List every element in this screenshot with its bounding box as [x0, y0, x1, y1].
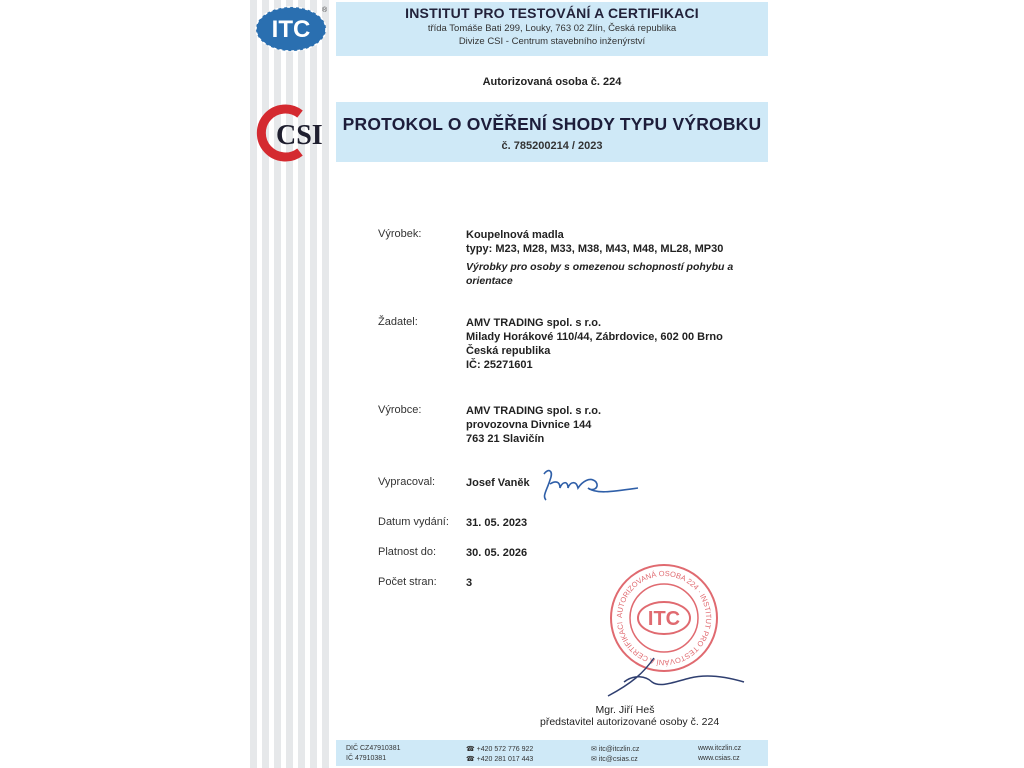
footer-ic: IČ 47910381 [346, 755, 387, 762]
manufacturer-line-1: AMV TRADING spol. s r.o. [466, 405, 602, 417]
protocol-title: PROTOKOL O OVĚŘENÍ SHODY TYPU VÝROBKU [342, 114, 762, 134]
csi-logo-text: CSI [276, 120, 323, 151]
representative-signature [594, 652, 754, 707]
protocol-number: č. 785200214 / 2023 [501, 140, 603, 152]
stamp-ring-text: AUTORIZOVANÁ OSOBA 224 · INSTITUT PRO TESTOVÁNÍ A CERTIFIKACI [614, 568, 714, 668]
applicant-value [466, 316, 723, 372]
manufacturer-label: Výrobce: [378, 404, 422, 416]
itc-logo [254, 4, 328, 59]
institute-address: třída Tomáše Bati 299, Louky, 763 02 Zlín, Česká republika [427, 23, 677, 34]
stamp-center-text: ITC [647, 608, 681, 630]
pages-value: 3 [466, 577, 473, 589]
product-types: typy: M23, M28, M33, M38, M43, M48, ML28, MP30 [466, 243, 724, 255]
issued-value: 31. 05. 2023 [466, 517, 528, 529]
applicant-line-4: IČ: 25271601 [466, 359, 533, 371]
footer-phone-2: ☎ +420 281 017 443 [466, 756, 534, 763]
issued-label: Datum vydání: [378, 516, 449, 528]
certificate-page [250, 0, 770, 768]
prepared-value: Josef Vaněk [466, 477, 530, 489]
itc-logo-text: ITC [271, 16, 311, 43]
svg-text:®: ® [322, 7, 328, 14]
footer-phone-1: ☎ +420 572 776 922 [466, 746, 534, 753]
footer-dic: DIČ CZ47910381 [346, 745, 401, 752]
valid-value: 30. 05. 2026 [466, 547, 528, 559]
product-value [466, 228, 733, 288]
signer-role: představitel autorizované osoby č. 224 [540, 716, 720, 728]
applicant-line-2: Milady Horákové 110/44, Zábrdovice, 602 00 Brno [466, 331, 723, 343]
header-band [336, 2, 768, 56]
protocol-band [336, 102, 768, 162]
footer-web-2: www.csias.cz [698, 755, 740, 762]
footer-web-1: www.itczlin.cz [698, 745, 742, 752]
product-note-2: orientace [466, 275, 513, 287]
product-note-1: Výrobky pro osoby s omezenou schopností pohybu a [466, 261, 734, 273]
institute-division: Divize CSI - Centrum stavebního inženýrství [458, 36, 646, 47]
applicant-line-1: AMV TRADING spol. s r.o. [466, 317, 602, 329]
signer-block [540, 704, 770, 728]
authorized-person: Autorizovaná osoba č. 224 [482, 76, 622, 88]
manufacturer-line-2: provozovna Divnice 144 [466, 419, 592, 431]
pages-label: Počet stran: [378, 576, 437, 588]
applicant-line-3: Česká republika [466, 345, 551, 357]
product-label: Výrobek: [378, 228, 422, 240]
footer-mail-2: ✉ itc@csias.cz [591, 756, 638, 763]
manufacturer-value [466, 404, 601, 446]
product-name: Koupelnová madla [466, 229, 564, 241]
footer-mail-1: ✉ itc@itczlin.cz [591, 746, 640, 753]
institute-name: INSTITUT PRO TESTOVÁNÍ A CERTIFIKACI [405, 5, 699, 21]
valid-label: Platnost do: [378, 546, 437, 558]
applicant-label: Žadatel: [378, 316, 418, 328]
prepared-label: Vypracoval: [378, 476, 436, 488]
csi-logo [254, 104, 323, 167]
preparer-signature [538, 466, 648, 511]
footer-band [336, 740, 768, 766]
manufacturer-line-3: 763 21 Slavičín [466, 433, 545, 445]
signer-name: Mgr. Jiří Heš [595, 704, 655, 716]
